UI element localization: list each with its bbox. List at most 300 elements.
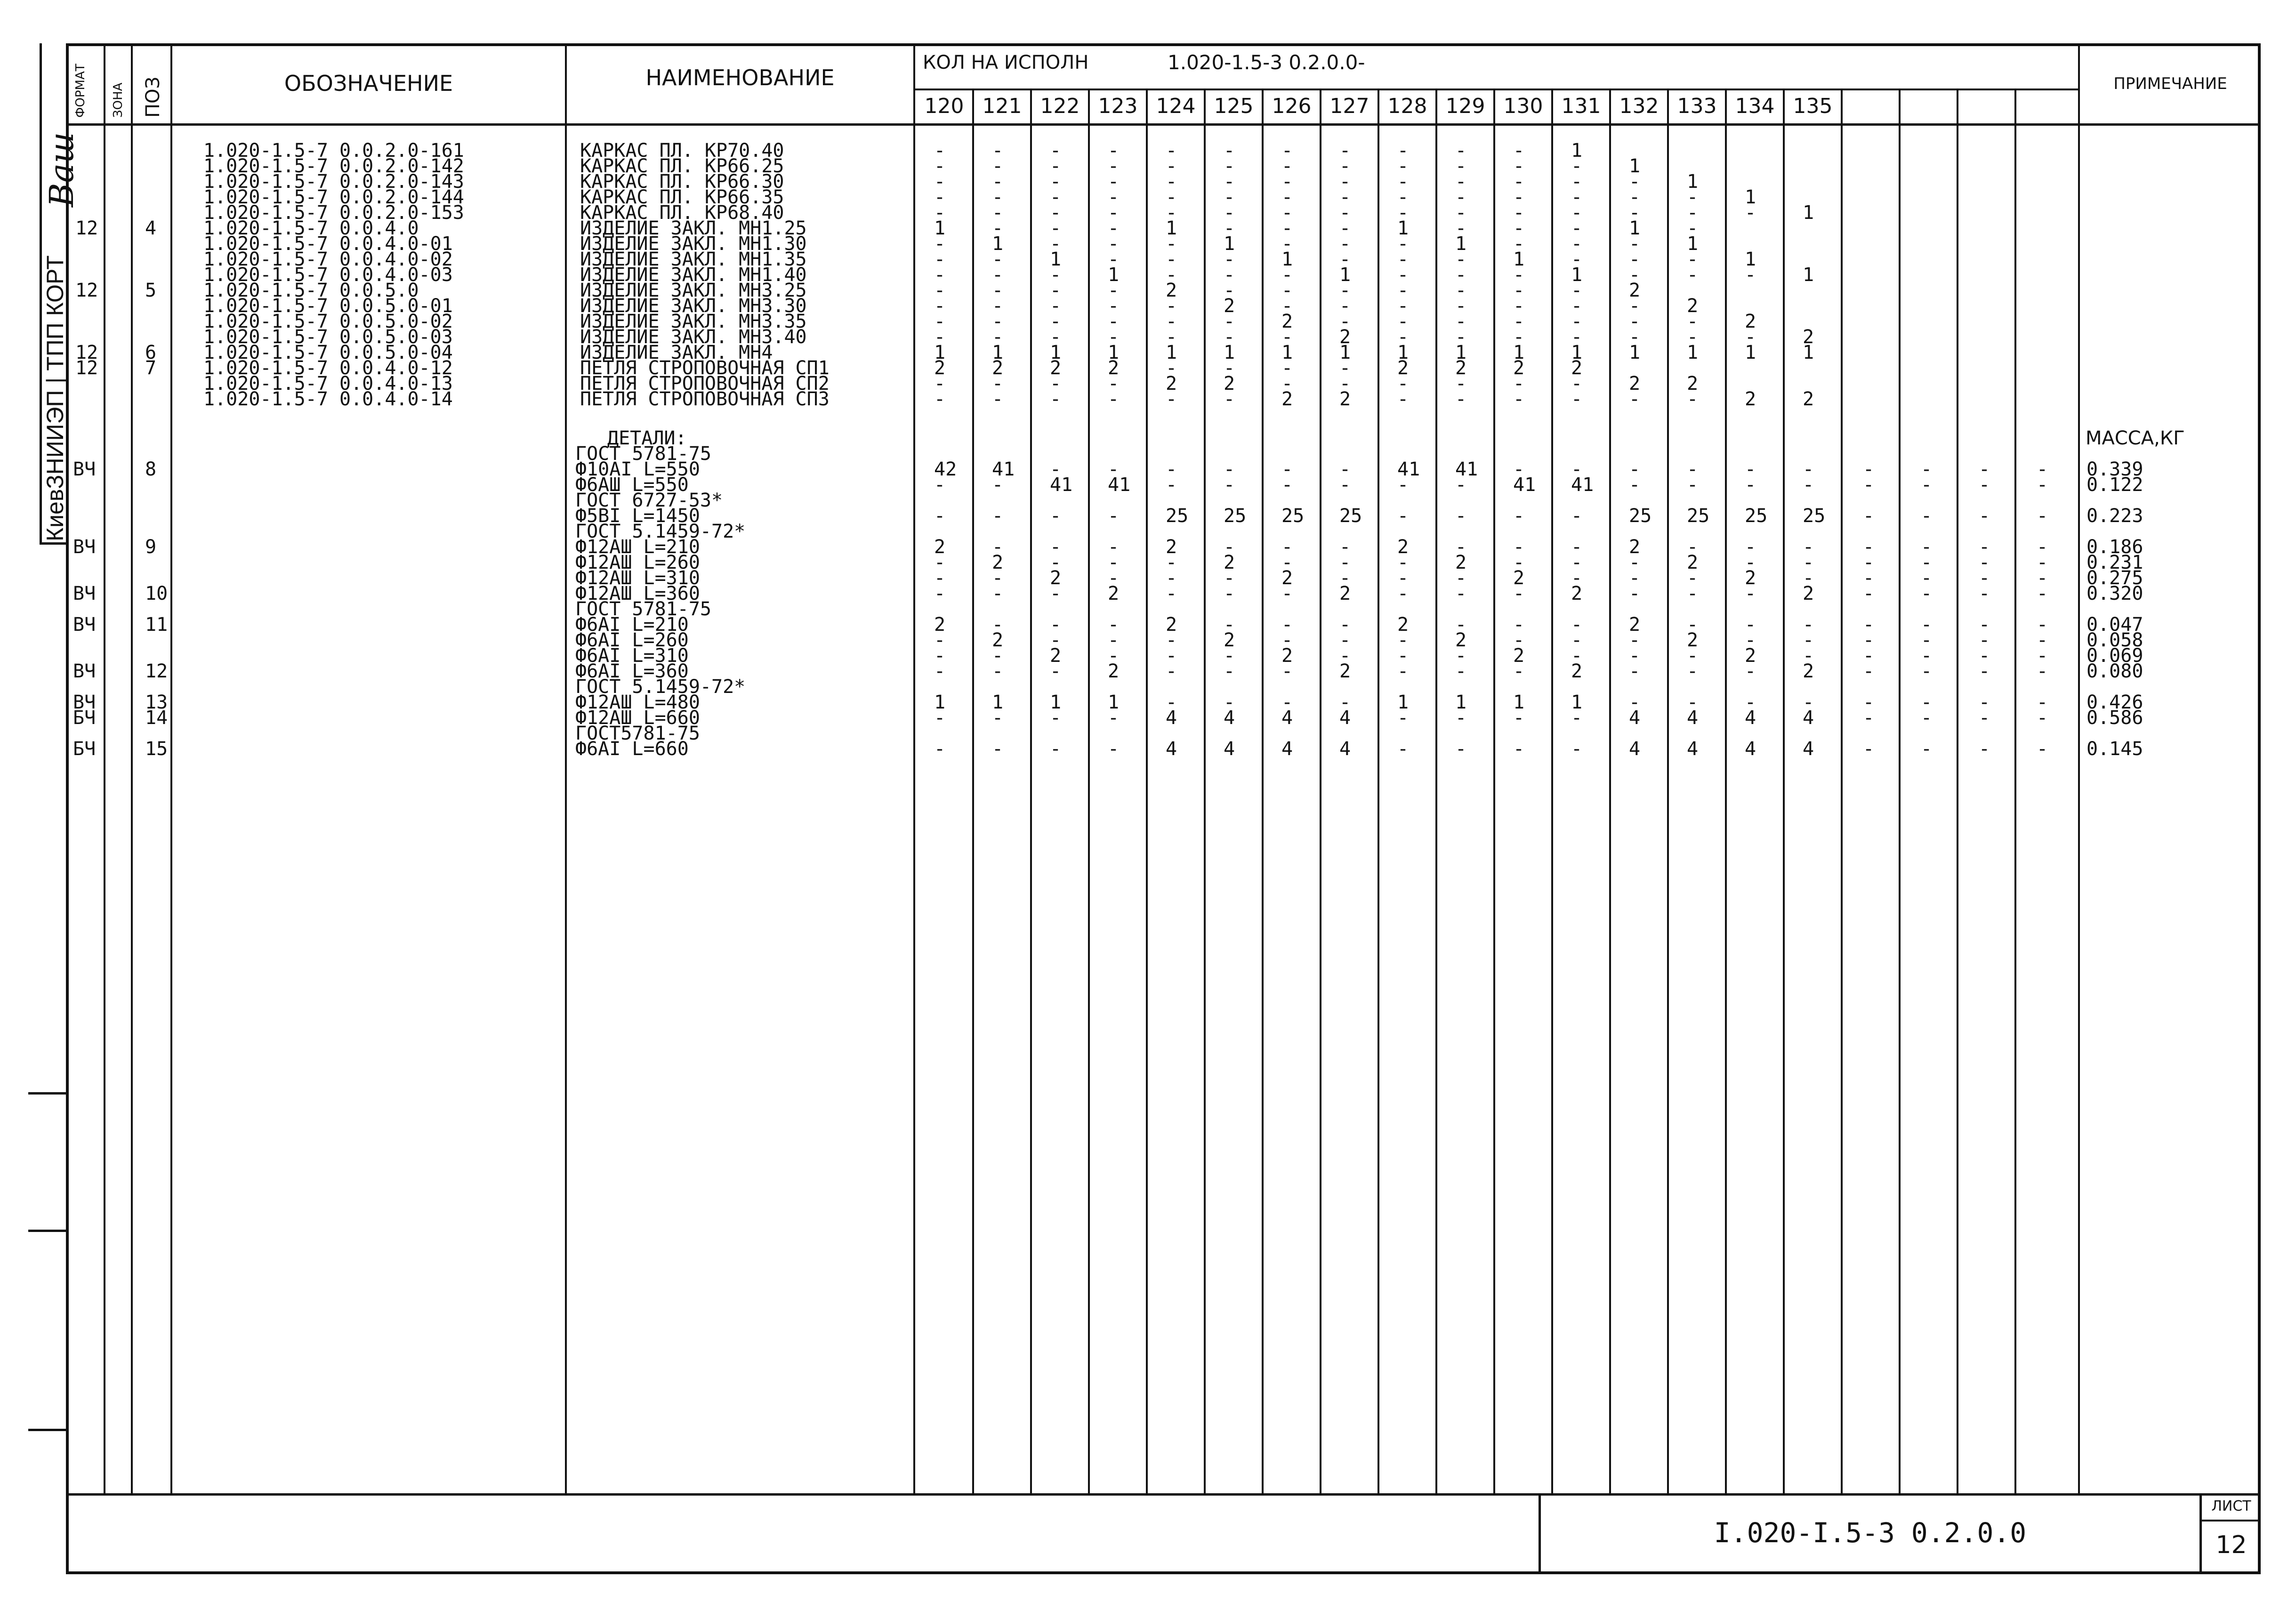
detail-qty: 2 <box>1166 536 1177 558</box>
qty-col-separator <box>1725 89 1727 1493</box>
blank-qty-dash: - <box>1863 660 1875 682</box>
detail-qty: - <box>1339 474 1351 496</box>
detail-qty: - <box>1745 583 1756 604</box>
detail-qty: - <box>1224 692 1235 713</box>
detail-qty: - <box>992 660 1004 682</box>
detail-qty: 2 <box>1455 552 1467 573</box>
detail-qty: 2 <box>1571 660 1583 682</box>
row-qty: - <box>992 373 1004 394</box>
detail-qty: - <box>1513 660 1525 682</box>
row-qty: - <box>934 249 946 270</box>
detail-mass: 0.145 <box>2087 738 2143 760</box>
row-qty: - <box>934 373 946 394</box>
row-qty: 2 <box>1397 357 1409 379</box>
detail-name: Ф6АI L=210 <box>575 614 689 636</box>
detail-qty: 41 <box>1050 474 1073 496</box>
detail-qty: 25 <box>1166 505 1189 527</box>
detail-name: Ф5ВI L=1450 <box>575 505 700 527</box>
row-designation: 1.020-1.5-7 0.0.4.0-13 <box>203 373 453 394</box>
row-name: ИЗДЕЛИЕ ЗАКЛ. МН1.30 <box>580 233 807 255</box>
row-qty: - <box>1339 249 1351 270</box>
row-qty: 1 <box>1803 202 1814 224</box>
detail-mass: 0.047 <box>2087 614 2143 636</box>
detail-qty: - <box>1050 583 1062 604</box>
detail-name: Ф6АI L=310 <box>575 645 689 667</box>
org-name: КиевЗНИИЭП <box>42 390 68 541</box>
row-qty: - <box>1050 280 1062 301</box>
detail-qty: 4 <box>1687 707 1699 729</box>
detail-qty: - <box>1803 536 1814 558</box>
blank-qty-dash: - <box>1921 583 1933 604</box>
org-stamp: КиевЗНИИЭП | ТПП КОРТ <box>42 255 68 541</box>
detail-qty: - <box>1224 536 1235 558</box>
detail-qty: - <box>1687 614 1699 636</box>
row-qty: - <box>1455 186 1467 208</box>
row-qty: 2 <box>1166 280 1177 301</box>
row-qty: - <box>992 388 1004 410</box>
variant-header: 125 <box>1214 94 1254 118</box>
detail-qty: - <box>1687 474 1699 496</box>
detail-qty: - <box>1397 583 1409 604</box>
row-qty: 2 <box>1455 357 1467 379</box>
row-qty: 1 <box>1629 342 1641 363</box>
qty-col-separator <box>1551 89 1553 1493</box>
detail-qty: - <box>1050 536 1062 558</box>
row-qty: - <box>1108 388 1120 410</box>
detail-qty: - <box>1571 505 1583 527</box>
row-name: КАРКАС ПЛ. КР66.35 <box>580 186 784 208</box>
detail-pos: 9 <box>145 536 157 558</box>
details-title: ДЕТАЛИ: <box>607 427 687 449</box>
blank-qty-dash: - <box>1863 738 1875 760</box>
detail-qty: - <box>1108 614 1120 636</box>
blank-qty-dash: - <box>1863 505 1875 527</box>
row-qty: - <box>1629 249 1641 270</box>
detail-qty: 1 <box>1513 692 1525 713</box>
row-qty: - <box>1397 264 1409 286</box>
detail-qty: 1 <box>1050 692 1062 713</box>
row-designation: 1.020-1.5-7 0.0.4.0 <box>203 217 419 239</box>
detail-qty: 25 <box>1629 505 1652 527</box>
detail-qty: - <box>1803 645 1814 667</box>
row-qty: - <box>1629 233 1641 255</box>
blank-qty-dash: - <box>1979 474 1990 496</box>
row-qty: - <box>1513 233 1525 255</box>
row-qty: - <box>1513 264 1525 286</box>
row-name: ИЗДЕЛИЕ ЗАКЛ. МН3.30 <box>580 295 807 317</box>
row-qty: 1 <box>1339 342 1351 363</box>
row-qty: - <box>1571 280 1583 301</box>
blank-qty-dash: - <box>1921 552 1933 573</box>
blank-qty-dash: - <box>1921 614 1933 636</box>
detail-qty: - <box>934 505 946 527</box>
row-qty: - <box>1166 140 1177 161</box>
row-qty: - <box>1166 171 1177 193</box>
variant-header: 127 <box>1329 94 1370 118</box>
blank-qty-dash: - <box>1979 692 1990 713</box>
detail-qty: - <box>1281 692 1293 713</box>
row-qty: - <box>1513 373 1525 394</box>
row-qty: - <box>1571 295 1583 317</box>
detail-qty: 25 <box>1687 505 1710 527</box>
row-qty: 1 <box>1571 342 1583 363</box>
row-pos: 4 <box>145 217 157 239</box>
detail-qty: 2 <box>1687 552 1699 573</box>
row-qty: 2 <box>1281 388 1293 410</box>
row-format: 12 <box>75 342 98 363</box>
row-designation: 1.020-1.5-7 0.0.5.0-03 <box>203 326 453 348</box>
row-designation: 1.020-1.5-7 0.0.5.0-02 <box>203 311 453 332</box>
row-format: 12 <box>75 217 98 239</box>
row-qty: - <box>1339 186 1351 208</box>
detail-qty: 4 <box>1803 738 1814 760</box>
detail-name: Ф6АI L=360 <box>575 660 689 682</box>
row-name: ИЗДЕЛИЕ ЗАКЛ. МН3.35 <box>580 311 807 332</box>
blank-qty-dash: - <box>1921 629 1933 651</box>
row-qty: - <box>1339 217 1351 239</box>
detail-qty: - <box>1397 660 1409 682</box>
detail-qty: - <box>1687 583 1699 604</box>
row-qty: - <box>992 280 1004 301</box>
detail-qty: 41 <box>1397 459 1420 480</box>
detail-pos: 12 <box>145 660 168 682</box>
row-qty: 2 <box>1687 373 1699 394</box>
detail-qty: 4 <box>1224 738 1235 760</box>
row-qty: - <box>1281 357 1293 379</box>
detail-name: Ф6АI L=260 <box>575 629 689 651</box>
row-qty: - <box>1281 155 1293 177</box>
blank-qty-dash: - <box>2037 583 2048 604</box>
row-qty: - <box>1397 140 1409 161</box>
detail-qty: - <box>1513 614 1525 636</box>
row-qty: 2 <box>1803 388 1814 410</box>
detail-qty: - <box>1166 474 1177 496</box>
detail-qty: - <box>1455 583 1467 604</box>
blank-qty-dash: - <box>1863 567 1875 589</box>
detail-qty: - <box>1281 614 1293 636</box>
detail-qty: 2 <box>1339 660 1351 682</box>
row-qty: - <box>934 140 946 161</box>
row-qty: 1 <box>1281 342 1293 363</box>
row-qty: - <box>1397 233 1409 255</box>
detail-qty: - <box>1108 552 1120 573</box>
row-qty: - <box>1224 217 1235 239</box>
detail-qty: - <box>1224 614 1235 636</box>
detail-qty: - <box>1108 738 1120 760</box>
detail-pos: 15 <box>145 738 168 760</box>
row-qty: - <box>1224 311 1235 332</box>
detail-pos: 8 <box>145 459 157 480</box>
row-qty: - <box>1513 140 1525 161</box>
row-qty: - <box>1745 264 1756 286</box>
header-zone: ЗОНА <box>111 82 125 118</box>
variant-header: 122 <box>1040 94 1080 118</box>
row-qty: - <box>1339 373 1351 394</box>
header-qty-doc: 1.020-1.5-3 0.2.0.0- <box>1168 51 1365 74</box>
detail-qty: - <box>1571 614 1583 636</box>
row-format: 12 <box>75 280 98 301</box>
detail-qty: - <box>1629 474 1641 496</box>
detail-qty: 25 <box>1803 505 1826 527</box>
row-qty: 1 <box>934 217 946 239</box>
detail-qty: - <box>1629 692 1641 713</box>
detail-qty: - <box>992 707 1004 729</box>
row-qty: 1 <box>1513 342 1525 363</box>
mass-title: МАССА,КГ <box>2086 427 2185 449</box>
detail-qty: 25 <box>1281 505 1305 527</box>
detail-qty: - <box>1571 536 1583 558</box>
row-qty: - <box>1687 202 1699 224</box>
row-qty: - <box>1050 140 1062 161</box>
detail-qty: 2 <box>1339 583 1351 604</box>
detail-qty: 2 <box>1397 614 1409 636</box>
detail-qty: 41 <box>1513 474 1536 496</box>
detail-name: ГОСТ 6727-53* <box>575 490 723 511</box>
detail-mass: 0.426 <box>2087 692 2143 713</box>
detail-qty: 2 <box>1629 536 1641 558</box>
detail-qty: - <box>1339 629 1351 651</box>
detail-qty: - <box>1166 645 1177 667</box>
row-qty: - <box>1339 233 1351 255</box>
detail-qty: - <box>1224 567 1235 589</box>
row-qty: - <box>1687 311 1699 332</box>
detail-qty: - <box>992 536 1004 558</box>
row-name: ИЗДЕЛИЕ ЗАКЛ. МН1.25 <box>580 217 807 239</box>
detail-pos: 10 <box>145 583 168 604</box>
detail-qty: - <box>934 474 946 496</box>
detail-qty: - <box>934 707 946 729</box>
variant-header: 135 <box>1793 94 1833 118</box>
row-qty: - <box>1571 171 1583 193</box>
blank-qty-dash: - <box>2037 536 2048 558</box>
blank-qty-dash: - <box>1979 660 1990 682</box>
detail-qty: 2 <box>1224 629 1235 651</box>
row-qty: 1 <box>1687 342 1699 363</box>
row-qty: 1 <box>992 342 1004 363</box>
row-qty: - <box>1281 186 1293 208</box>
row-qty: - <box>1397 171 1409 193</box>
blank-qty-dash: - <box>1863 629 1875 651</box>
detail-qty: - <box>1687 692 1699 713</box>
detail-qty: - <box>1629 552 1641 573</box>
detail-qty: - <box>1745 536 1756 558</box>
row-qty: - <box>1455 311 1467 332</box>
row-qty: - <box>1513 155 1525 177</box>
detail-qty: - <box>1224 645 1235 667</box>
detail-qty: - <box>1745 660 1756 682</box>
detail-format: ВЧ <box>73 614 96 636</box>
row-qty: - <box>1455 388 1467 410</box>
row-qty: 1 <box>1050 342 1062 363</box>
blank-qty-dash: - <box>2037 738 2048 760</box>
qty-col-separator <box>1957 89 1958 1493</box>
detail-qty: - <box>1108 707 1120 729</box>
row-qty: - <box>934 326 946 348</box>
row-qty: 2 <box>1224 295 1235 317</box>
detail-qty: 1 <box>1571 692 1583 713</box>
row-qty: 2 <box>1745 388 1756 410</box>
row-designation: 1.020-1.5-7 0.0.4.0-01 <box>203 233 453 255</box>
row-qty: - <box>1571 373 1583 394</box>
detail-qty: - <box>1339 567 1351 589</box>
blank-qty-dash: - <box>1979 707 1990 729</box>
row-qty: - <box>1224 155 1235 177</box>
row-qty: 1 <box>1629 217 1641 239</box>
qty-col-separator <box>1146 89 1148 1493</box>
blank-qty-dash: - <box>2037 567 2048 589</box>
row-qty: 1 <box>1166 342 1177 363</box>
detail-qty: 2 <box>1687 629 1699 651</box>
blank-qty-dash: - <box>1863 552 1875 573</box>
blank-qty-dash: - <box>2037 459 2048 480</box>
detail-qty: - <box>1803 692 1814 713</box>
row-qty: - <box>1166 295 1177 317</box>
row-qty: - <box>1108 140 1120 161</box>
detail-qty: 2 <box>1166 614 1177 636</box>
row-qty: 1 <box>1803 342 1814 363</box>
row-qty: 2 <box>1339 388 1351 410</box>
row-designation: 1.020-1.5-7 0.0.4.0-12 <box>203 357 453 379</box>
detail-name: ГОСТ 5781-75 <box>575 443 711 465</box>
blank-qty-dash: - <box>2037 629 2048 651</box>
row-qty: - <box>1455 155 1467 177</box>
row-qty: - <box>1455 326 1467 348</box>
row-qty: - <box>934 295 946 317</box>
row-qty: - <box>1455 171 1467 193</box>
blank-qty-dash: - <box>1979 738 1990 760</box>
detail-qty: 2 <box>934 614 946 636</box>
row-qty: 1 <box>1571 264 1583 286</box>
row-qty: 1 <box>1397 217 1409 239</box>
row-qty: - <box>1513 280 1525 301</box>
detail-qty: - <box>1166 692 1177 713</box>
detail-qty: 2 <box>1108 660 1120 682</box>
blank-qty-dash: - <box>1979 552 1990 573</box>
blank-qty-dash: - <box>1979 567 1990 589</box>
qty-col-separator <box>1204 89 1206 1493</box>
detail-qty: 25 <box>1745 505 1768 527</box>
row-qty: - <box>992 155 1004 177</box>
detail-qty: - <box>1629 629 1641 651</box>
detail-qty: - <box>992 738 1004 760</box>
detail-qty: - <box>1513 459 1525 480</box>
detail-name: Ф12АШ L=360 <box>575 583 700 604</box>
detail-qty: - <box>1455 645 1467 667</box>
detail-qty: - <box>1571 738 1583 760</box>
detail-format: БЧ <box>73 707 96 729</box>
row-qty: - <box>1281 233 1293 255</box>
row-qty: 1 <box>1455 342 1467 363</box>
row-qty: - <box>1687 388 1699 410</box>
blank-qty-dash: - <box>1863 614 1875 636</box>
row-qty: - <box>1397 280 1409 301</box>
sheet-number: 12 <box>2215 1531 2247 1559</box>
detail-qty: - <box>1803 567 1814 589</box>
row-qty: - <box>1108 311 1120 332</box>
row-qty: - <box>1629 202 1641 224</box>
row-qty: - <box>1050 373 1062 394</box>
row-qty: - <box>1281 326 1293 348</box>
doc-code: I.020-I.5-3 0.2.0.0 <box>1714 1517 2027 1549</box>
row-name: ПЕТЛЯ СТРОПОВОЧНАЯ СП1 <box>580 357 830 379</box>
detail-qty: 1 <box>1108 692 1120 713</box>
row-qty: 1 <box>934 342 946 363</box>
row-qty: - <box>1513 171 1525 193</box>
row-qty: - <box>1687 264 1699 286</box>
row-qty: - <box>1629 264 1641 286</box>
detail-qty: - <box>1687 567 1699 589</box>
variant-header: 126 <box>1272 94 1312 118</box>
row-qty: - <box>992 295 1004 317</box>
row-qty: - <box>1513 388 1525 410</box>
row-qty: - <box>992 311 1004 332</box>
detail-qty: 2 <box>1513 567 1525 589</box>
row-qty: 2 <box>1629 280 1641 301</box>
row-qty: - <box>1455 217 1467 239</box>
detail-qty: - <box>1397 552 1409 573</box>
qty-col-separator <box>1493 89 1495 1493</box>
blank-qty-dash: - <box>1921 692 1933 713</box>
detail-qty: - <box>1050 660 1062 682</box>
detail-qty: - <box>1513 707 1525 729</box>
detail-qty: - <box>1571 645 1583 667</box>
blank-qty-dash: - <box>1863 459 1875 480</box>
detail-format: БЧ <box>73 738 96 760</box>
row-qty: - <box>1513 217 1525 239</box>
qty-col-separator <box>972 89 974 1493</box>
variant-header: 133 <box>1677 94 1717 118</box>
detail-name: Ф6АШ L=550 <box>575 474 689 496</box>
row-qty: - <box>1687 217 1699 239</box>
row-qty: - <box>1571 155 1583 177</box>
row-format: 12 <box>75 357 98 379</box>
row-pos: 7 <box>145 357 157 379</box>
row-qty: 2 <box>992 357 1004 379</box>
detail-qty: 25 <box>1224 505 1247 527</box>
row-qty: - <box>1166 264 1177 286</box>
detail-mass: 0.231 <box>2087 552 2143 573</box>
detail-qty: - <box>1224 459 1235 480</box>
row-qty: - <box>1339 155 1351 177</box>
row-qty: - <box>1050 202 1062 224</box>
detail-mass: 0.320 <box>2087 583 2143 604</box>
detail-qty: - <box>1513 536 1525 558</box>
row-qty: 2 <box>1050 357 1062 379</box>
detail-qty: - <box>1745 614 1756 636</box>
detail-qty: - <box>1281 629 1293 651</box>
row-qty: - <box>1687 326 1699 348</box>
blank-qty-dash: - <box>2037 645 2048 667</box>
row-qty: - <box>1050 388 1062 410</box>
variant-header: 129 <box>1445 94 1485 118</box>
detail-qty: 41 <box>1455 459 1478 480</box>
row-qty: - <box>992 140 1004 161</box>
row-qty: - <box>1224 264 1235 286</box>
detail-qty: - <box>1397 505 1409 527</box>
row-qty: - <box>1629 388 1641 410</box>
row-qty: - <box>1108 233 1120 255</box>
row-designation: 1.020-1.5-7 0.0.2.0-144 <box>203 186 464 208</box>
detail-format: ВЧ <box>73 692 96 713</box>
detail-name: Ф12АШ L=210 <box>575 536 700 558</box>
detail-qty: 2 <box>992 629 1004 651</box>
row-qty: 1 <box>992 233 1004 255</box>
row-qty: - <box>1629 311 1641 332</box>
row-qty: 1 <box>1224 233 1235 255</box>
detail-qty: - <box>1339 459 1351 480</box>
row-qty: - <box>1397 155 1409 177</box>
detail-qty: 4 <box>1629 707 1641 729</box>
